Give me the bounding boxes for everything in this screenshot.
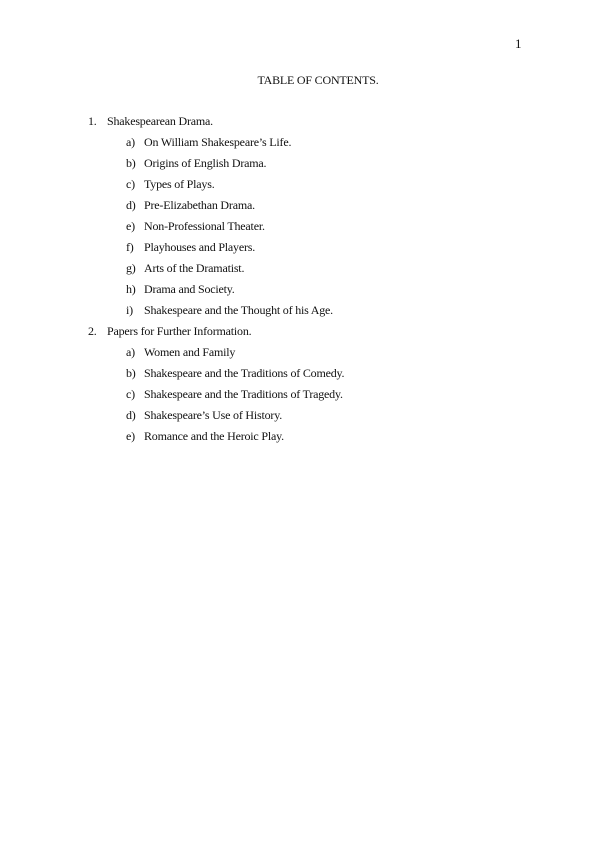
toc-title: TABLE OF CONTENTS. <box>257 73 379 87</box>
item-letter: f) <box>126 240 134 254</box>
toc-item-list <box>88 134 344 323</box>
item-letter: a) <box>126 345 135 359</box>
item-label: Shakespeare and the Traditions of Tragedy. <box>144 387 343 401</box>
section-number: 1. <box>88 114 97 128</box>
item-letter: g) <box>126 261 136 275</box>
toc-item <box>88 197 344 218</box>
toc-item <box>88 155 344 176</box>
toc-section-2 <box>88 323 344 449</box>
item-letter: i) <box>126 303 133 317</box>
toc-item <box>88 365 344 386</box>
section-label: Papers for Further Information. <box>107 324 252 338</box>
item-label: Origins of English Drama. <box>144 156 267 170</box>
page-number: 1 <box>515 36 522 51</box>
item-label: Romance and the Heroic Play. <box>144 429 284 443</box>
item-label: Non-Professional Theater. <box>144 219 265 233</box>
item-label: Women and Family <box>144 345 236 359</box>
toc-item <box>88 239 344 260</box>
toc-item <box>88 218 344 239</box>
toc-section-heading <box>88 113 344 134</box>
item-letter: h) <box>126 282 136 296</box>
item-letter: e) <box>126 429 135 443</box>
item-label: Arts of the Dramatist. <box>144 261 245 275</box>
item-letter: a) <box>126 135 135 149</box>
item-label: Shakespeare and the Traditions of Comedy. <box>144 366 345 380</box>
item-label: Drama and Society. <box>144 282 235 296</box>
toc-item <box>88 344 344 365</box>
item-letter: b) <box>126 366 136 380</box>
toc-item <box>88 407 344 428</box>
item-letter: b) <box>126 156 136 170</box>
item-letter: e) <box>126 219 135 233</box>
item-letter: d) <box>126 408 136 422</box>
toc-section-heading <box>88 323 344 344</box>
toc-item <box>88 428 344 449</box>
item-letter: c) <box>126 177 135 191</box>
toc-section-1 <box>88 113 344 323</box>
item-label: Pre-Elizabethan Drama. <box>144 198 255 212</box>
toc-item <box>88 386 344 407</box>
item-label: Shakespeare and the Thought of his Age. <box>144 303 333 317</box>
table-of-contents <box>88 113 344 449</box>
section-number: 2. <box>88 324 97 338</box>
toc-item <box>88 260 344 281</box>
item-label: Shakespeare’s Use of History. <box>144 408 283 422</box>
item-label: On William Shakespeare’s Life. <box>144 135 292 149</box>
section-label: Shakespearean Drama. <box>107 114 213 128</box>
item-label: Playhouses and Players. <box>144 240 256 254</box>
item-letter: c) <box>126 387 135 401</box>
toc-item-list <box>88 344 344 449</box>
toc-item <box>88 176 344 197</box>
toc-item <box>88 134 344 155</box>
item-label: Types of Plays. <box>144 177 215 191</box>
item-letter: d) <box>126 198 136 212</box>
toc-item <box>88 302 344 323</box>
toc-item <box>88 281 344 302</box>
